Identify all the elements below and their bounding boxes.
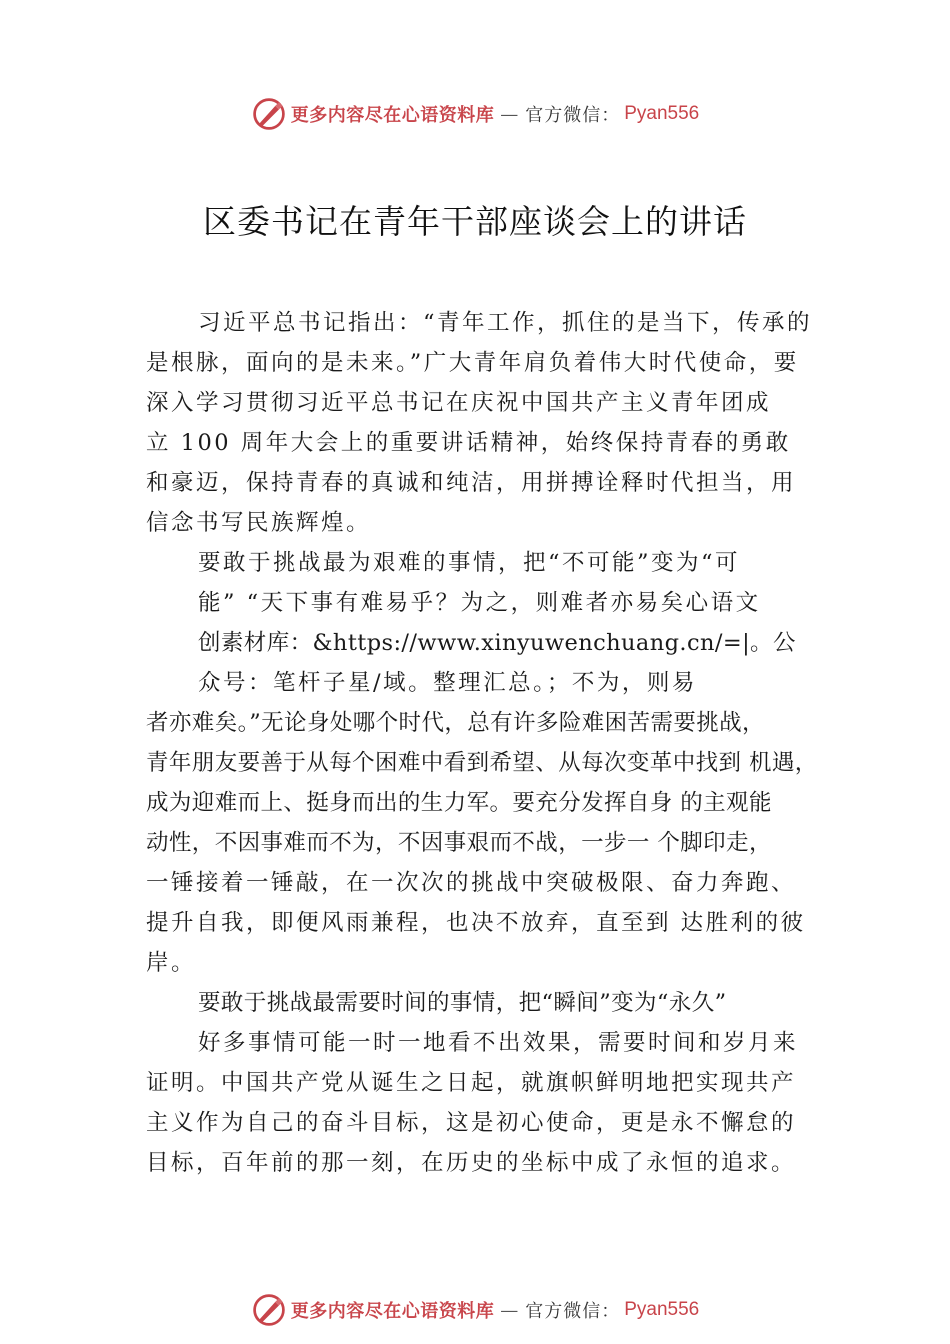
body-line: 众号：笔杆子星/域。整理汇总。；不为，则易 (198, 670, 697, 696)
document-title: 区委书记在青年干部座谈会上的讲话 (203, 202, 747, 241)
body-line: 青年朋友要善于从每个困难中看到希望、从每次变革中找到 机遇， (146, 750, 818, 776)
body-line: 者亦难矣。”无论身处哪个时代，总有许多险难困苦需要挑战， (146, 710, 765, 736)
body-line: 动性，不因事难而不为，不因事艰而不战，一步一 个脚印走， (146, 830, 772, 856)
banner-wechat-id: Pyan556 (624, 103, 700, 124)
body-line: 好多事情可能一时一地看不出效果，需要时间和岁月来 (198, 1030, 799, 1056)
body-line: 主义作为自己的奋斗目标，这是初心使命，更是永不懈怠的 (146, 1110, 797, 1136)
body-line: 岸。 (146, 950, 197, 976)
body-line: 要敢于挑战最需要时间的事情，把“瞬间”变为“永久” (198, 990, 727, 1016)
body-line: 一锤接着一锤敲，在一次次的挑战中突破极限、奋力奔跑、 (146, 870, 797, 896)
body-line: 目标，百年前的那一刻，在历史的坐标中成了永恒的追求。 (146, 1150, 797, 1176)
body-line: 能” “天下事有难易乎？为之，则难者亦易矣心语文 (198, 590, 761, 616)
banner-separator: — (500, 103, 520, 125)
body-line: 习近平总书记指出：“青年工作，抓住的是当下，传承的 (198, 310, 813, 336)
body-line: 信念书写民族辉煌。 (146, 510, 372, 536)
document-body (146, 303, 846, 1183)
banner-wechat-label: 官方微信： (525, 1301, 621, 1322)
body-line: 是根脉，面向的是未来。”广大青年肩负着伟大时代使命，要 (146, 350, 799, 376)
body-line: 证明。中国共产党从诞生之日起，就旗帜鲜明地把实现共产 (146, 1070, 797, 1096)
banner-separator: — (500, 1299, 520, 1321)
body-line: 要敢于挑战最为艰难的事情，把“不可能”变为“可 (198, 550, 741, 576)
banner-brand-text: 更多内容尽在心语资料库 (290, 1301, 495, 1322)
pen-logo-icon (251, 96, 287, 132)
body-line: 和豪迈，保持青春的真诚和纯洁，用拼搏诠释时代担当，用 (146, 470, 797, 496)
banner-wechat-label: 官方微信： (525, 105, 621, 126)
footer-banner (0, 1290, 950, 1330)
body-line: 深入学习贯彻习近平总书记在庆祝中国共产主义青年团成 (146, 390, 772, 416)
body-line: 成为迎难而上、挺身而出的生力军。要充分发挥自身 的主观能 (146, 790, 772, 816)
body-line: 提升自我，即便风雨兼程，也决不放弃，直至到 达胜利的彼 (146, 910, 806, 936)
pen-logo-icon (251, 1292, 287, 1328)
body-line: 创素材库：&https://www.xinyuwenchuang.cn/=|。公 (198, 630, 796, 656)
header-banner (0, 94, 950, 134)
banner-brand-text: 更多内容尽在心语资料库 (290, 105, 495, 126)
body-line: 立 100 周年大会上的重要讲话精神，始终保持青春的勇敢 (146, 430, 791, 456)
banner-wechat-id: Pyan556 (624, 1299, 700, 1320)
